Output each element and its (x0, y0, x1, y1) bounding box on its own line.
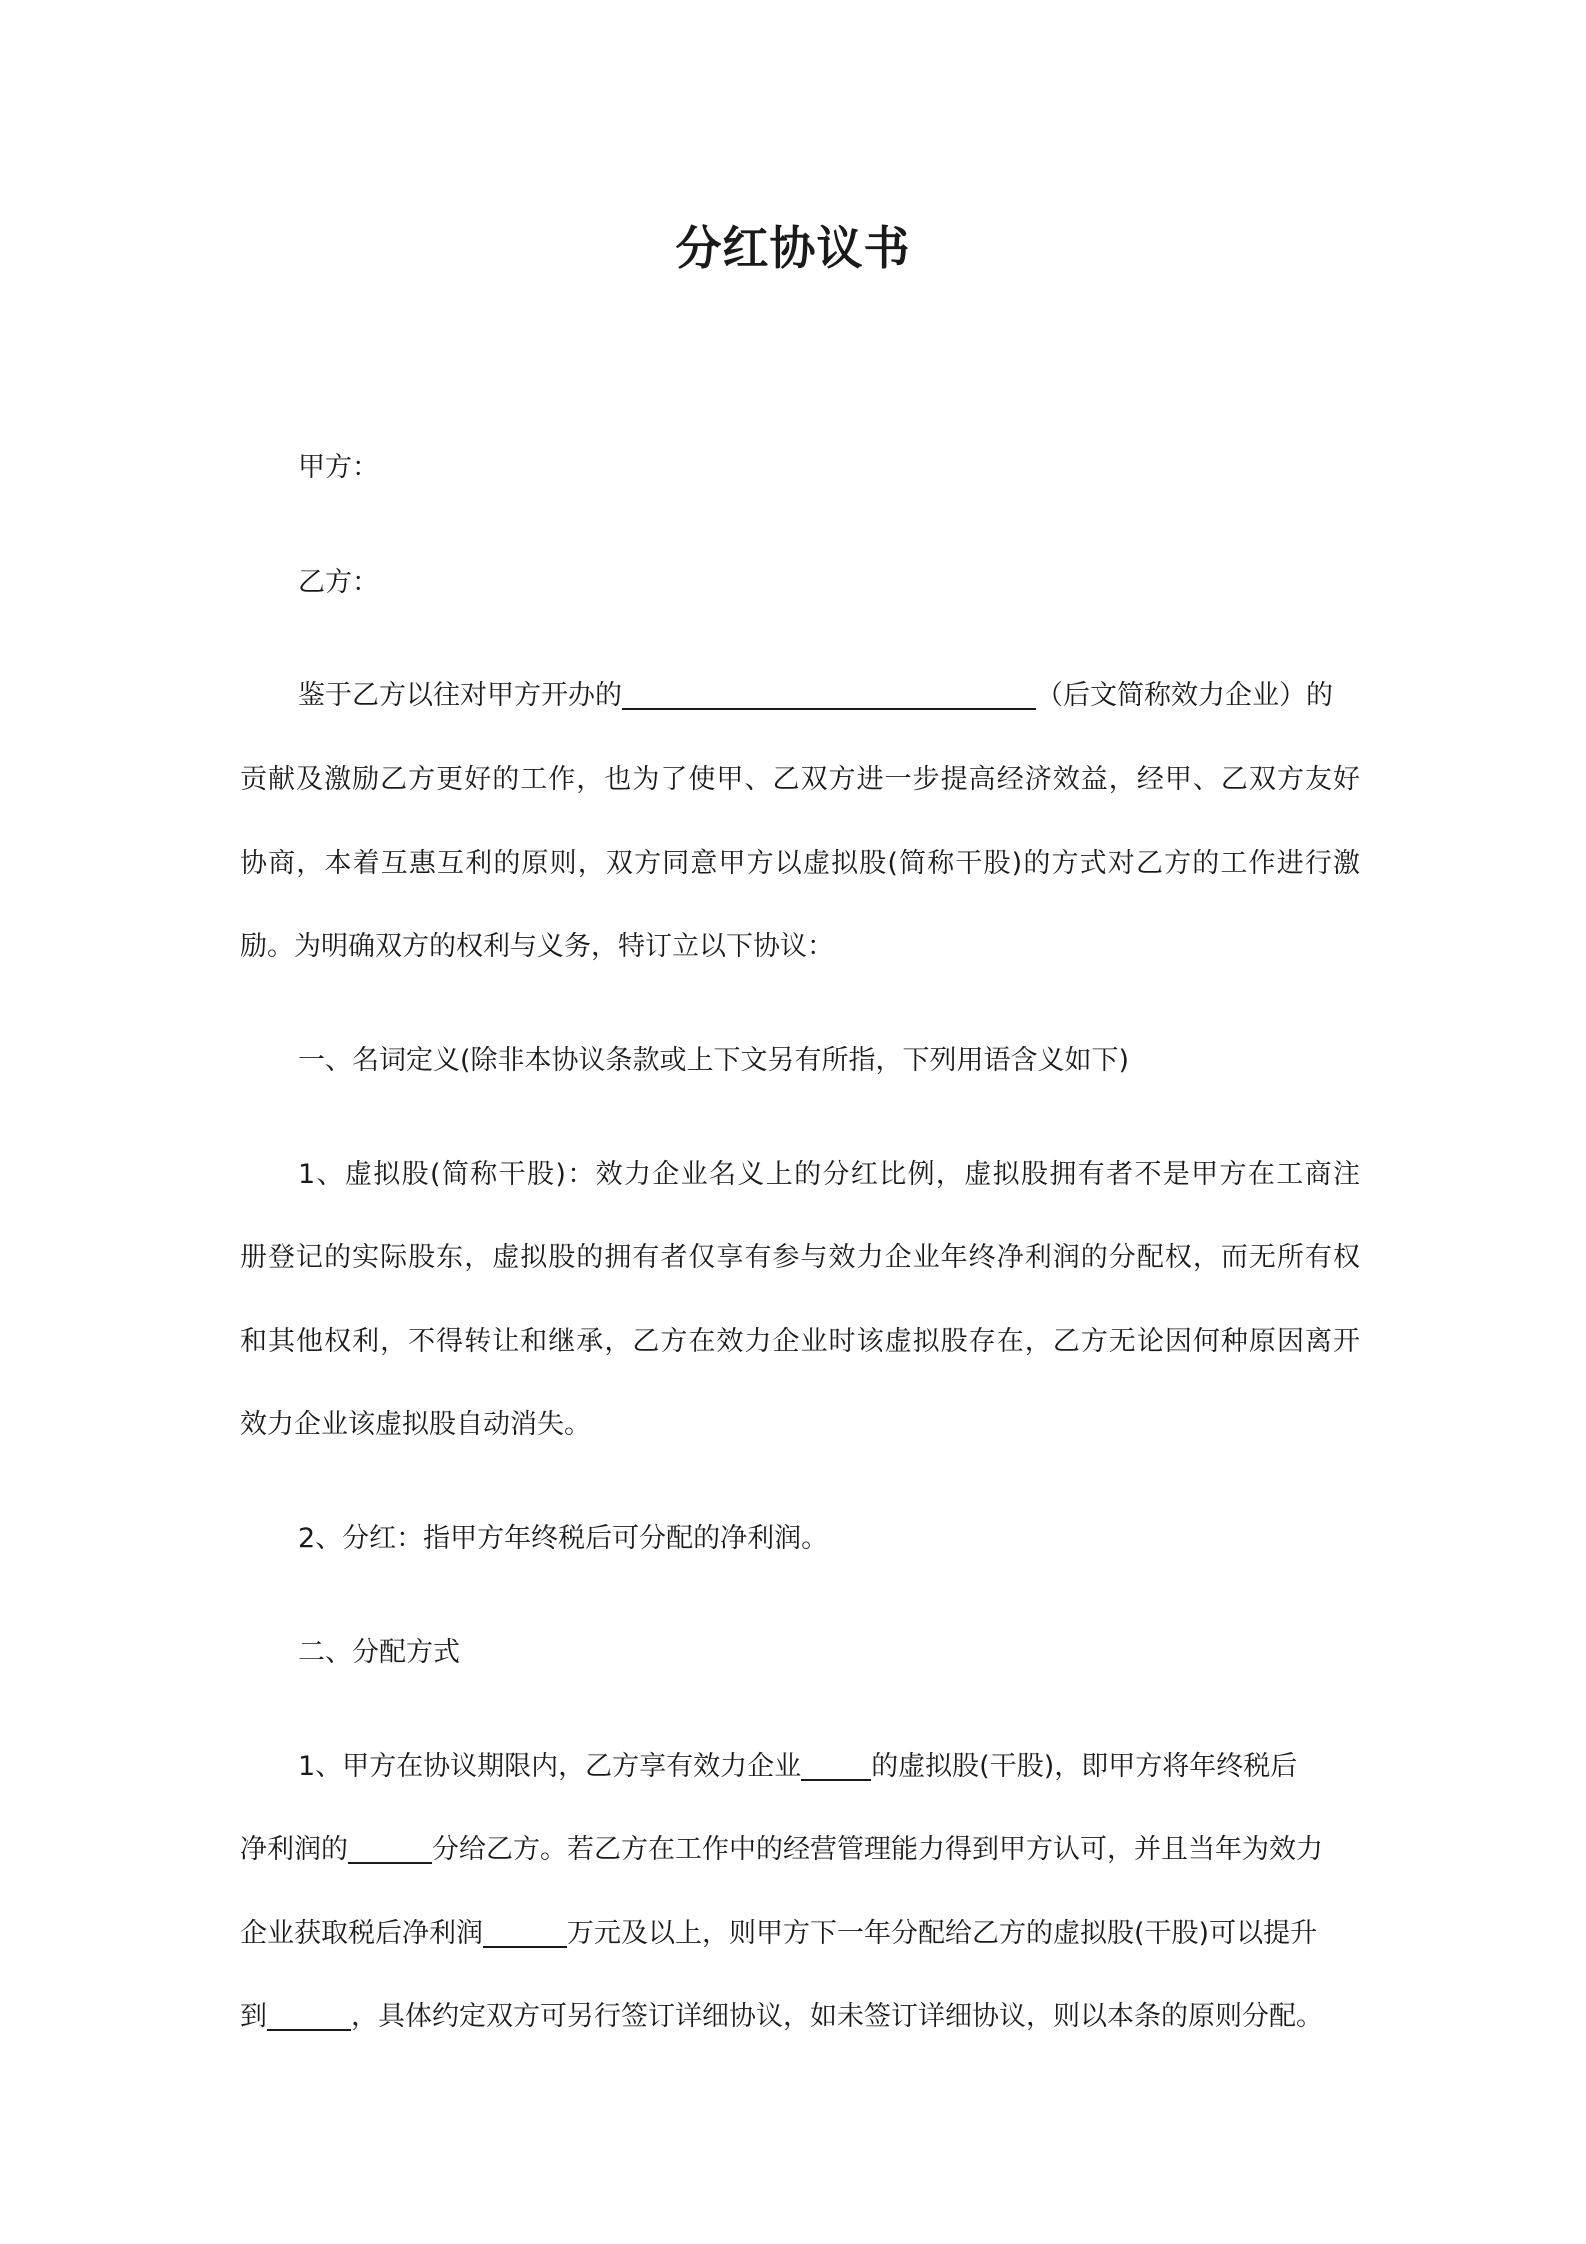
preamble-text: 鉴于乙方以往对甲方开办的 (298, 680, 622, 711)
section-2-item-1-line-1 (298, 1747, 1360, 1787)
upgraded-share-blank[interactable] (267, 1999, 351, 2031)
section-2-item-1-line-2 (240, 1830, 1360, 1870)
share-ratio-blank[interactable] (801, 1749, 871, 1781)
section-2-item-1-line-3 (240, 1914, 1360, 1954)
clause-text: 的虚拟股(干股)，即甲方将年终税后 (871, 1751, 1298, 1782)
section-1-item-1-line-1: 1、虚拟股(简称干股)：效力企业名义上的分红比例，虚拟股拥有者不是甲方在工商注 (298, 1159, 1360, 1190)
profit-share-blank[interactable] (348, 1832, 432, 1864)
enterprise-name-blank[interactable] (622, 678, 1036, 710)
document-title: 分红协议书 (675, 221, 911, 275)
clause-text: 到 (240, 2001, 267, 2032)
section-1-item-1-line-3: 和其他权利，不得转让和继承，乙方在效力企业时该虚拟股存在，乙方无论因何种原因离开 (240, 1326, 1360, 1357)
clause-text: 1、甲方在协议期限内，乙方享有效力企业 (298, 1751, 802, 1782)
section-2-heading: 二、分配方式 (298, 1637, 460, 1668)
preamble-text: （后文简称效力企业）的 (1036, 680, 1333, 711)
clause-text: 企业获取税后净利润 (240, 1918, 483, 1949)
section-1-item-2: 2、分红：指甲方年终税后可分配的净利润。 (298, 1523, 829, 1554)
party-b-label: 乙方： (298, 567, 379, 598)
clause-text: 分给乙方。若乙方在工作中的经营管理能力得到甲方认可，并且当年为效力 (432, 1834, 1323, 1865)
clause-text: 净利润的 (240, 1834, 348, 1865)
section-2-item-1-line-4 (240, 1997, 1360, 2037)
clause-text: ，具体约定双方可另行签订详细协议，如未签订详细协议，则以本条的原则分配。 (351, 2001, 1323, 2032)
party-a-label: 甲方： (298, 452, 379, 483)
section-1-item-1-line-2: 册登记的实际股东，虚拟股的拥有者仅享有参与效力企业年终净利润的分配权，而无所有权 (240, 1242, 1360, 1273)
section-1-heading: 一、名词定义(除非本协议条款或上下文另有所指，下列用语含义如下) (298, 1045, 1130, 1076)
preamble-line-1 (298, 676, 1360, 716)
preamble-line-4: 励。为明确双方的权利与义务，特订立以下协议： (240, 931, 834, 962)
section-1-item-1-line-4: 效力企业该虚拟股自动消失。 (240, 1409, 591, 1440)
profit-threshold-blank[interactable] (483, 1916, 567, 1948)
preamble-line-2: 贡献及激励乙方更好的工作，也为了使甲、乙双方进一步提高经济效益，经甲、乙双方友好 (240, 764, 1360, 795)
clause-text: 万元及以上，则甲方下一年分配给乙方的虚拟股(干股)可以提升 (567, 1918, 1318, 1949)
preamble-line-3: 协商，本着互惠互利的原则，双方同意甲方以虚拟股(简称干股)的方式对乙方的工作进行激 (240, 848, 1360, 879)
